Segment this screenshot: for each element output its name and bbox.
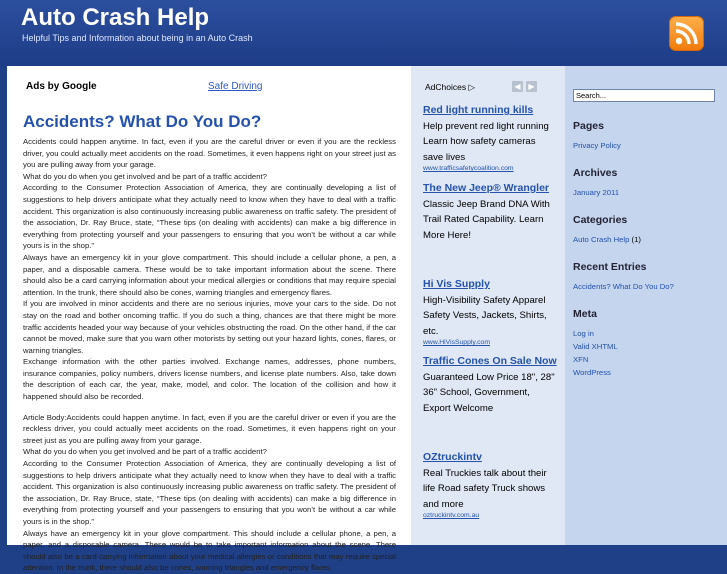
chevron-right-icon: ▶ — [528, 82, 535, 91]
ad-title[interactable]: Hi Vis Supply — [423, 278, 490, 290]
ad-url[interactable]: oztruckintv.com.au — [423, 512, 480, 519]
category-count: (1) — [631, 235, 641, 244]
ad-description: Help prevent red light running Learn how safety cameras save lives — [423, 120, 549, 163]
sidebar-link-xfn[interactable]: XFN — [573, 355, 589, 364]
sidebar-heading-categories: Categories — [573, 214, 628, 226]
post-paragraph: If you are involved in minor accidents and there are no serious injuries, move your cars to the side. Do not stay on the road and bother oncoming traffic. If you do such a thing, chances are that there might be more traffic accidents headed your way because of your vehicles obstructing the road. On the other hand, if the car cannot be moved, make sure that you warn other motorists by setting out your hazard lights, cones, flares, or warning triangles. — [23, 299, 396, 355]
ad-description: Guaranteed Low Price 18", 28" 36" School, Government, Export Welcome — [423, 371, 555, 414]
adchoices-icon: ▷ — [468, 82, 476, 92]
post-paragraph: Always have an emergency kit in your glove compartment. This should include a cellular phone, a pen, a paper, and a disposable camera. These would be to take important information about the scene. There should also be a card carrying information about your medical allergies or conditions that may require special attention. In the trunk, there should also be cones, warning triangles and emergency flares. — [23, 528, 396, 573]
chevron-left-icon: ◀ — [514, 82, 521, 91]
main-content — [7, 66, 411, 573]
ad-title[interactable]: OZtruckintv — [423, 451, 482, 463]
ad-item[interactable] — [423, 181, 558, 243]
ad-next-button[interactable] — [526, 81, 537, 92]
sidebar-link-log-in[interactable]: Log in — [573, 329, 594, 338]
sidebar-category-item — [573, 235, 641, 244]
sidebar — [565, 66, 727, 545]
site-header — [0, 0, 727, 66]
search-input[interactable] — [573, 89, 715, 102]
ad-item[interactable] — [423, 354, 558, 416]
post-body — [23, 136, 396, 574]
sidebar-link-january-2011[interactable]: January 2011 — [573, 188, 620, 197]
ad-item[interactable] — [423, 103, 558, 172]
post-title[interactable]: Accidents? What Do You Do? — [23, 112, 262, 131]
sidebar-heading-archives: Archives — [573, 167, 618, 179]
sidebar-heading-recent-entries: Recent Entries — [573, 261, 647, 273]
ad-column — [411, 66, 565, 545]
post-paragraph: Accidents could happen anytime. In fact, even if you are the careful driver or even if you are the reckless driver, you could actually meet accidents on the road. Sometimes, it even happens right on your street just as you are pulling away from your garage. — [23, 137, 396, 170]
sidebar-link-auto-crash-help[interactable]: Auto Crash Help — [573, 235, 630, 244]
sidebar-link-valid-xhtml[interactable]: Valid XHTML — [573, 342, 618, 351]
ad-url[interactable]: www.HiVisSupply.com — [423, 339, 490, 346]
adchoices-link[interactable] — [425, 82, 475, 93]
site-title[interactable]: Auto Crash Help — [21, 4, 210, 31]
safe-driving-link[interactable]: Safe Driving — [208, 81, 263, 92]
post-paragraph: According to the Consumer Protection Association of America, they are continually developing a list of suggestions to help drivers anticipate what they actually need to know when they have to deal with a traffic accident. This organization is also continuously increasing public awareness on traffic safety. The president of the association, Dr. Ray Bruce, state, “These tips (on dealing with accidents) can make a big difference in everything from protecting yourself and your passengers to ensuring that you won’t be without a car while yours is in the shop.” — [23, 183, 396, 251]
ad-url[interactable]: www.trafficsafetycoalition.com — [423, 165, 514, 172]
ad-title[interactable]: The New Jeep® Wrangler — [423, 182, 549, 194]
sidebar-link-wordpress[interactable]: WordPress — [573, 368, 611, 377]
ad-description: Classic Jeep Brand DNA With Trail Rated Capability. Learn More Here! — [423, 198, 550, 241]
ads-by-google-label[interactable]: Ads by Google — [26, 81, 97, 92]
site-description: Helpful Tips and Information about being in an Auto Crash — [22, 33, 253, 43]
ad-title[interactable]: Red light running kills — [423, 104, 534, 116]
sidebar-heading-meta: Meta — [573, 308, 597, 320]
ad-title[interactable]: Traffic Cones On Sale Now — [423, 355, 557, 367]
sidebar-link-recent-entry[interactable]: Accidents? What Do You Do? — [573, 282, 674, 291]
ad-item[interactable] — [423, 277, 558, 346]
post-paragraph: According to the Consumer Protection Association of America, they are continually developing a list of suggestions to help drivers anticipate what they actually need to know when they have to deal with a traffic accident. This organization is also continuously increasing public awareness on traffic safety. The president of the association, Dr. Ray Bruce, state, “These tips (on dealing with accidents) can make a big difference in everything from protecting yourself and your passengers to ensuring that you won’t be without a car while yours is in the shop.” — [23, 459, 396, 526]
ad-description: Real Truckies talk about their life Road safety Truck shows and more — [423, 467, 547, 510]
post-paragraph: What do you do when you get involved and be part of a traffic accident? — [23, 171, 267, 181]
post-paragraph: Article Body:Accidents could happen anytime. In fact, even if you are the careful driver or even if you are the reckless driver, you could actually meet accidents on the road. Sometimes, it even happens right on your street just as you are pulling away from your garage. — [23, 412, 396, 445]
post-paragraph: Always have an emergency kit in your glove compartment. This should include a cellular phone, a pen, a paper, and a disposable camera. These would be to take important information about the scene. There should also be a card carrying information about your medical allergies or conditions that may require special attention. In the trunk, there should also be cones, warning triangles and emergency flares. — [23, 252, 396, 297]
post-paragraph: Exchange information with the other parties involved. Exchange names, addresses, phone numbers, insurance companies, policy numbers, drivers license numbers, and license plate numbers. Also, take down the description of each car, the year, make, model, and color. The location of the collision and how it happened should also be recorded. — [23, 357, 396, 402]
post-paragraph: What do you do when you get involved and be part of a traffic accident? — [23, 447, 267, 457]
sidebar-link-privacy-policy[interactable]: Privacy Policy — [573, 141, 621, 150]
sidebar-heading-pages: Pages — [573, 120, 604, 132]
adchoices-label: AdChoices — [425, 82, 467, 92]
ad-prev-button[interactable] — [512, 81, 523, 92]
ad-item[interactable] — [423, 450, 558, 519]
rss-feed-icon[interactable] — [669, 16, 704, 51]
ad-description: High-Visibility Safety Apparel Safety Vests, Jackets, Shirts, etc. — [423, 294, 547, 337]
